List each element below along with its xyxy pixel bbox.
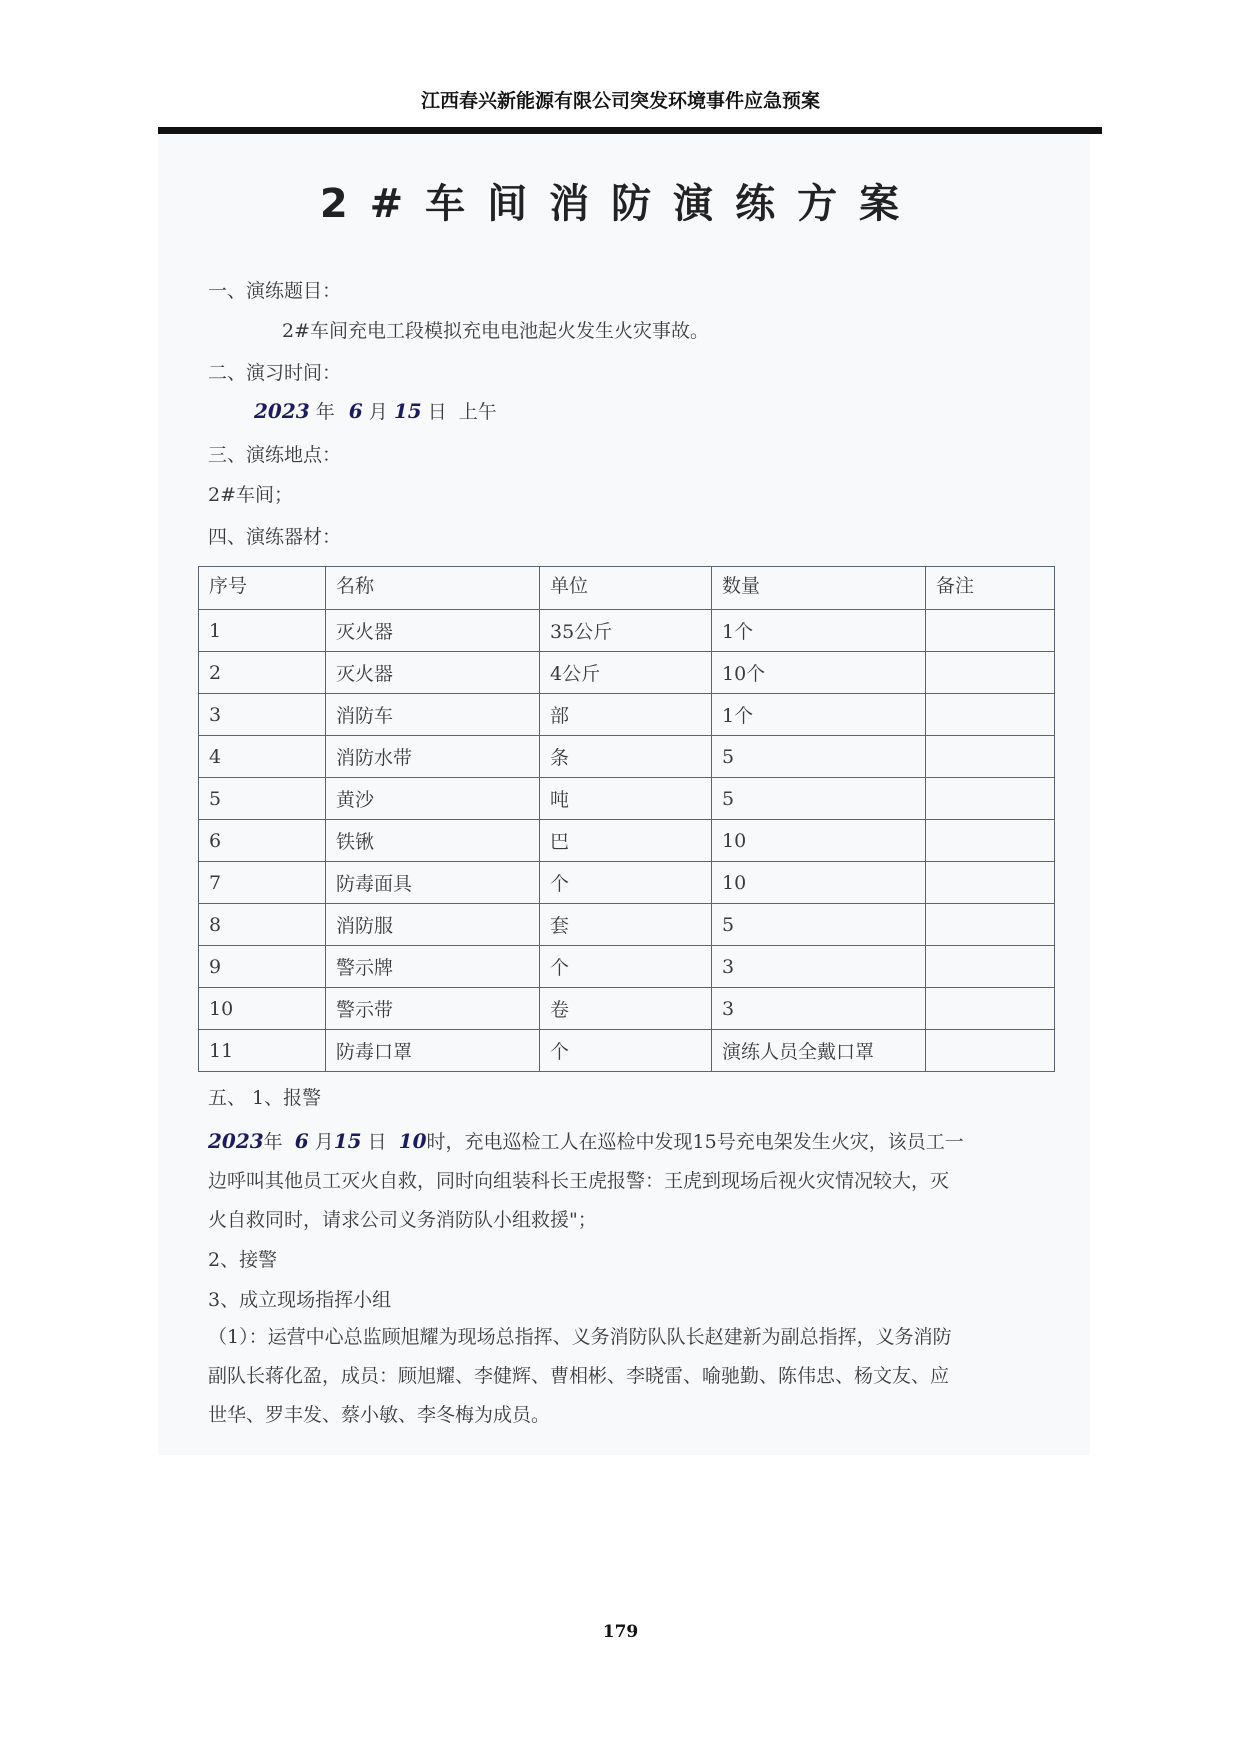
cell-index: 5	[199, 778, 326, 820]
page-number: 179	[602, 1622, 639, 1642]
cell-unit: 个	[540, 946, 712, 988]
cell-remarks	[926, 652, 1055, 694]
drill-time	[254, 397, 497, 424]
topic-text: 2#车间充电工段模拟充电电池起火发生火灾事故。	[282, 320, 710, 342]
cell-quantity: 5	[712, 736, 926, 778]
cell-index: 3	[199, 694, 326, 736]
cell-name: 防毒口罩	[326, 1030, 540, 1072]
table-row	[199, 820, 1055, 862]
cell-unit: 部	[540, 694, 712, 736]
header-cell-quantity: 数量	[712, 567, 926, 610]
table-header-row	[199, 567, 1055, 610]
handwritten-year: 2023	[254, 399, 310, 423]
cell-quantity: 1个	[712, 610, 926, 652]
cell-index: 10	[199, 988, 326, 1030]
table-row	[199, 736, 1055, 778]
document-title: 2#车间消防演练方案	[319, 181, 922, 227]
cell-quantity: 10	[712, 862, 926, 904]
cell-unit: 套	[540, 904, 712, 946]
alarm-year-unit: 年	[263, 1131, 283, 1153]
cell-index: 8	[199, 904, 326, 946]
command-line-1: （1）：运营中心总监顾旭耀为现场总指挥、义务消防队队长赵建新为副总指挥，义务消防	[208, 1326, 952, 1348]
year-unit: 年	[315, 401, 335, 423]
handwritten-month: 6	[348, 399, 363, 423]
handwritten-day: 15	[393, 399, 422, 423]
cell-remarks	[926, 694, 1055, 736]
cell-name: 铁锹	[326, 820, 540, 862]
header-cell-remarks: 备注	[926, 567, 1055, 610]
command-line-2: 副队长蒋化盈，成员：顾旭耀、李健辉、曹相彬、李晓雷、喻驰勤、陈伟忠、杨文友、应	[208, 1365, 950, 1387]
cell-remarks	[926, 736, 1055, 778]
cell-remarks	[926, 820, 1055, 862]
command-heading: 3、成立现场指挥小组	[208, 1289, 392, 1311]
cell-remarks	[926, 988, 1055, 1030]
month-unit: 月	[368, 401, 388, 423]
place-heading: 三、演练地点：	[208, 444, 342, 466]
cell-unit: 吨	[540, 778, 712, 820]
place-text: 2#车间；	[208, 484, 294, 506]
receive-heading: 2、接警	[208, 1249, 278, 1271]
header-cell-unit: 单位	[540, 567, 712, 610]
cell-remarks	[926, 946, 1055, 988]
alarm-line-1	[208, 1122, 1048, 1162]
header-rule	[158, 127, 1102, 134]
cell-quantity: 10	[712, 820, 926, 862]
cell-quantity: 5	[712, 778, 926, 820]
cell-index: 1	[199, 610, 326, 652]
table-row	[199, 610, 1055, 652]
table-row	[199, 862, 1055, 904]
table-row	[199, 1030, 1055, 1072]
table-row	[199, 946, 1055, 988]
cell-index: 4	[199, 736, 326, 778]
time-heading: 二、演习时间：	[208, 362, 342, 384]
cell-index: 9	[199, 946, 326, 988]
page-header-title: 江西春兴新能源有限公司突发环境事件应急预案	[420, 90, 820, 112]
cell-quantity: 3	[712, 988, 926, 1030]
cell-quantity: 5	[712, 904, 926, 946]
cell-remarks	[926, 904, 1055, 946]
cell-index: 7	[199, 862, 326, 904]
handwritten-alarm-year: 2023	[208, 1129, 264, 1153]
cell-index: 2	[199, 652, 326, 694]
header-cell-name: 名称	[326, 567, 540, 610]
alarm-line-1-rest: 时，充电巡检工人在巡检中发现15号充电架发生火灾，该员工一	[426, 1131, 964, 1153]
cell-name: 消防车	[326, 694, 540, 736]
cell-unit: 卷	[540, 988, 712, 1030]
cell-name: 灭火器	[326, 652, 540, 694]
cell-remarks	[926, 1030, 1055, 1072]
cell-index: 11	[199, 1030, 326, 1072]
cell-remarks	[926, 862, 1055, 904]
cell-name: 黄沙	[326, 778, 540, 820]
cell-name: 防毒面具	[326, 862, 540, 904]
handwritten-alarm-hour: 10	[398, 1129, 427, 1153]
cell-unit: 巴	[540, 820, 712, 862]
topic-heading: 一、演练题目：	[208, 280, 342, 302]
alarm-line-3: 火自救同时，请求公司义务消防队小组救援"；	[208, 1209, 597, 1231]
cell-unit: 4公斤	[540, 652, 712, 694]
alarm-line-2: 边呼叫其他员工灭火自救，同时向组装科长王虎报警：王虎到现场后视火灾情况较大，灭	[208, 1170, 950, 1192]
cell-unit: 个	[540, 862, 712, 904]
table-row	[199, 988, 1055, 1030]
table-row	[199, 778, 1055, 820]
cell-unit: 个	[540, 1030, 712, 1072]
cell-remarks	[926, 610, 1055, 652]
cell-name: 警示带	[326, 988, 540, 1030]
cell-index: 6	[199, 820, 326, 862]
table-row	[199, 652, 1055, 694]
cell-name: 消防水带	[326, 736, 540, 778]
command-line-3: 世华、罗丰发、蔡小敏、李冬梅为成员。	[208, 1404, 551, 1426]
cell-name: 警示牌	[326, 946, 540, 988]
table-row	[199, 904, 1055, 946]
alarm-day-unit: 日	[367, 1131, 387, 1153]
time-period: 上午	[458, 401, 497, 423]
cell-quantity: 10个	[712, 652, 926, 694]
day-unit: 日	[427, 401, 447, 423]
cell-unit: 35公斤	[540, 610, 712, 652]
cell-quantity: 3	[712, 946, 926, 988]
handwritten-alarm-day: 15	[333, 1129, 362, 1153]
alarm-month-unit: 月	[314, 1131, 334, 1153]
materials-heading: 四、演练器材：	[208, 526, 342, 548]
cell-name: 消防服	[326, 904, 540, 946]
cell-quantity: 1个	[712, 694, 926, 736]
cell-name: 灭火器	[326, 610, 540, 652]
cell-quantity: 演练人员全戴口罩	[712, 1030, 926, 1072]
materials-table	[198, 566, 1055, 1072]
cell-unit: 条	[540, 736, 712, 778]
command-paragraph	[208, 1318, 1048, 1435]
handwritten-alarm-month: 6	[294, 1129, 309, 1153]
table-row	[199, 694, 1055, 736]
header-cell-index: 序号	[199, 567, 326, 610]
alarm-heading: 五、 1、报警	[208, 1087, 322, 1109]
cell-remarks	[926, 778, 1055, 820]
alarm-paragraph	[208, 1122, 1048, 1240]
